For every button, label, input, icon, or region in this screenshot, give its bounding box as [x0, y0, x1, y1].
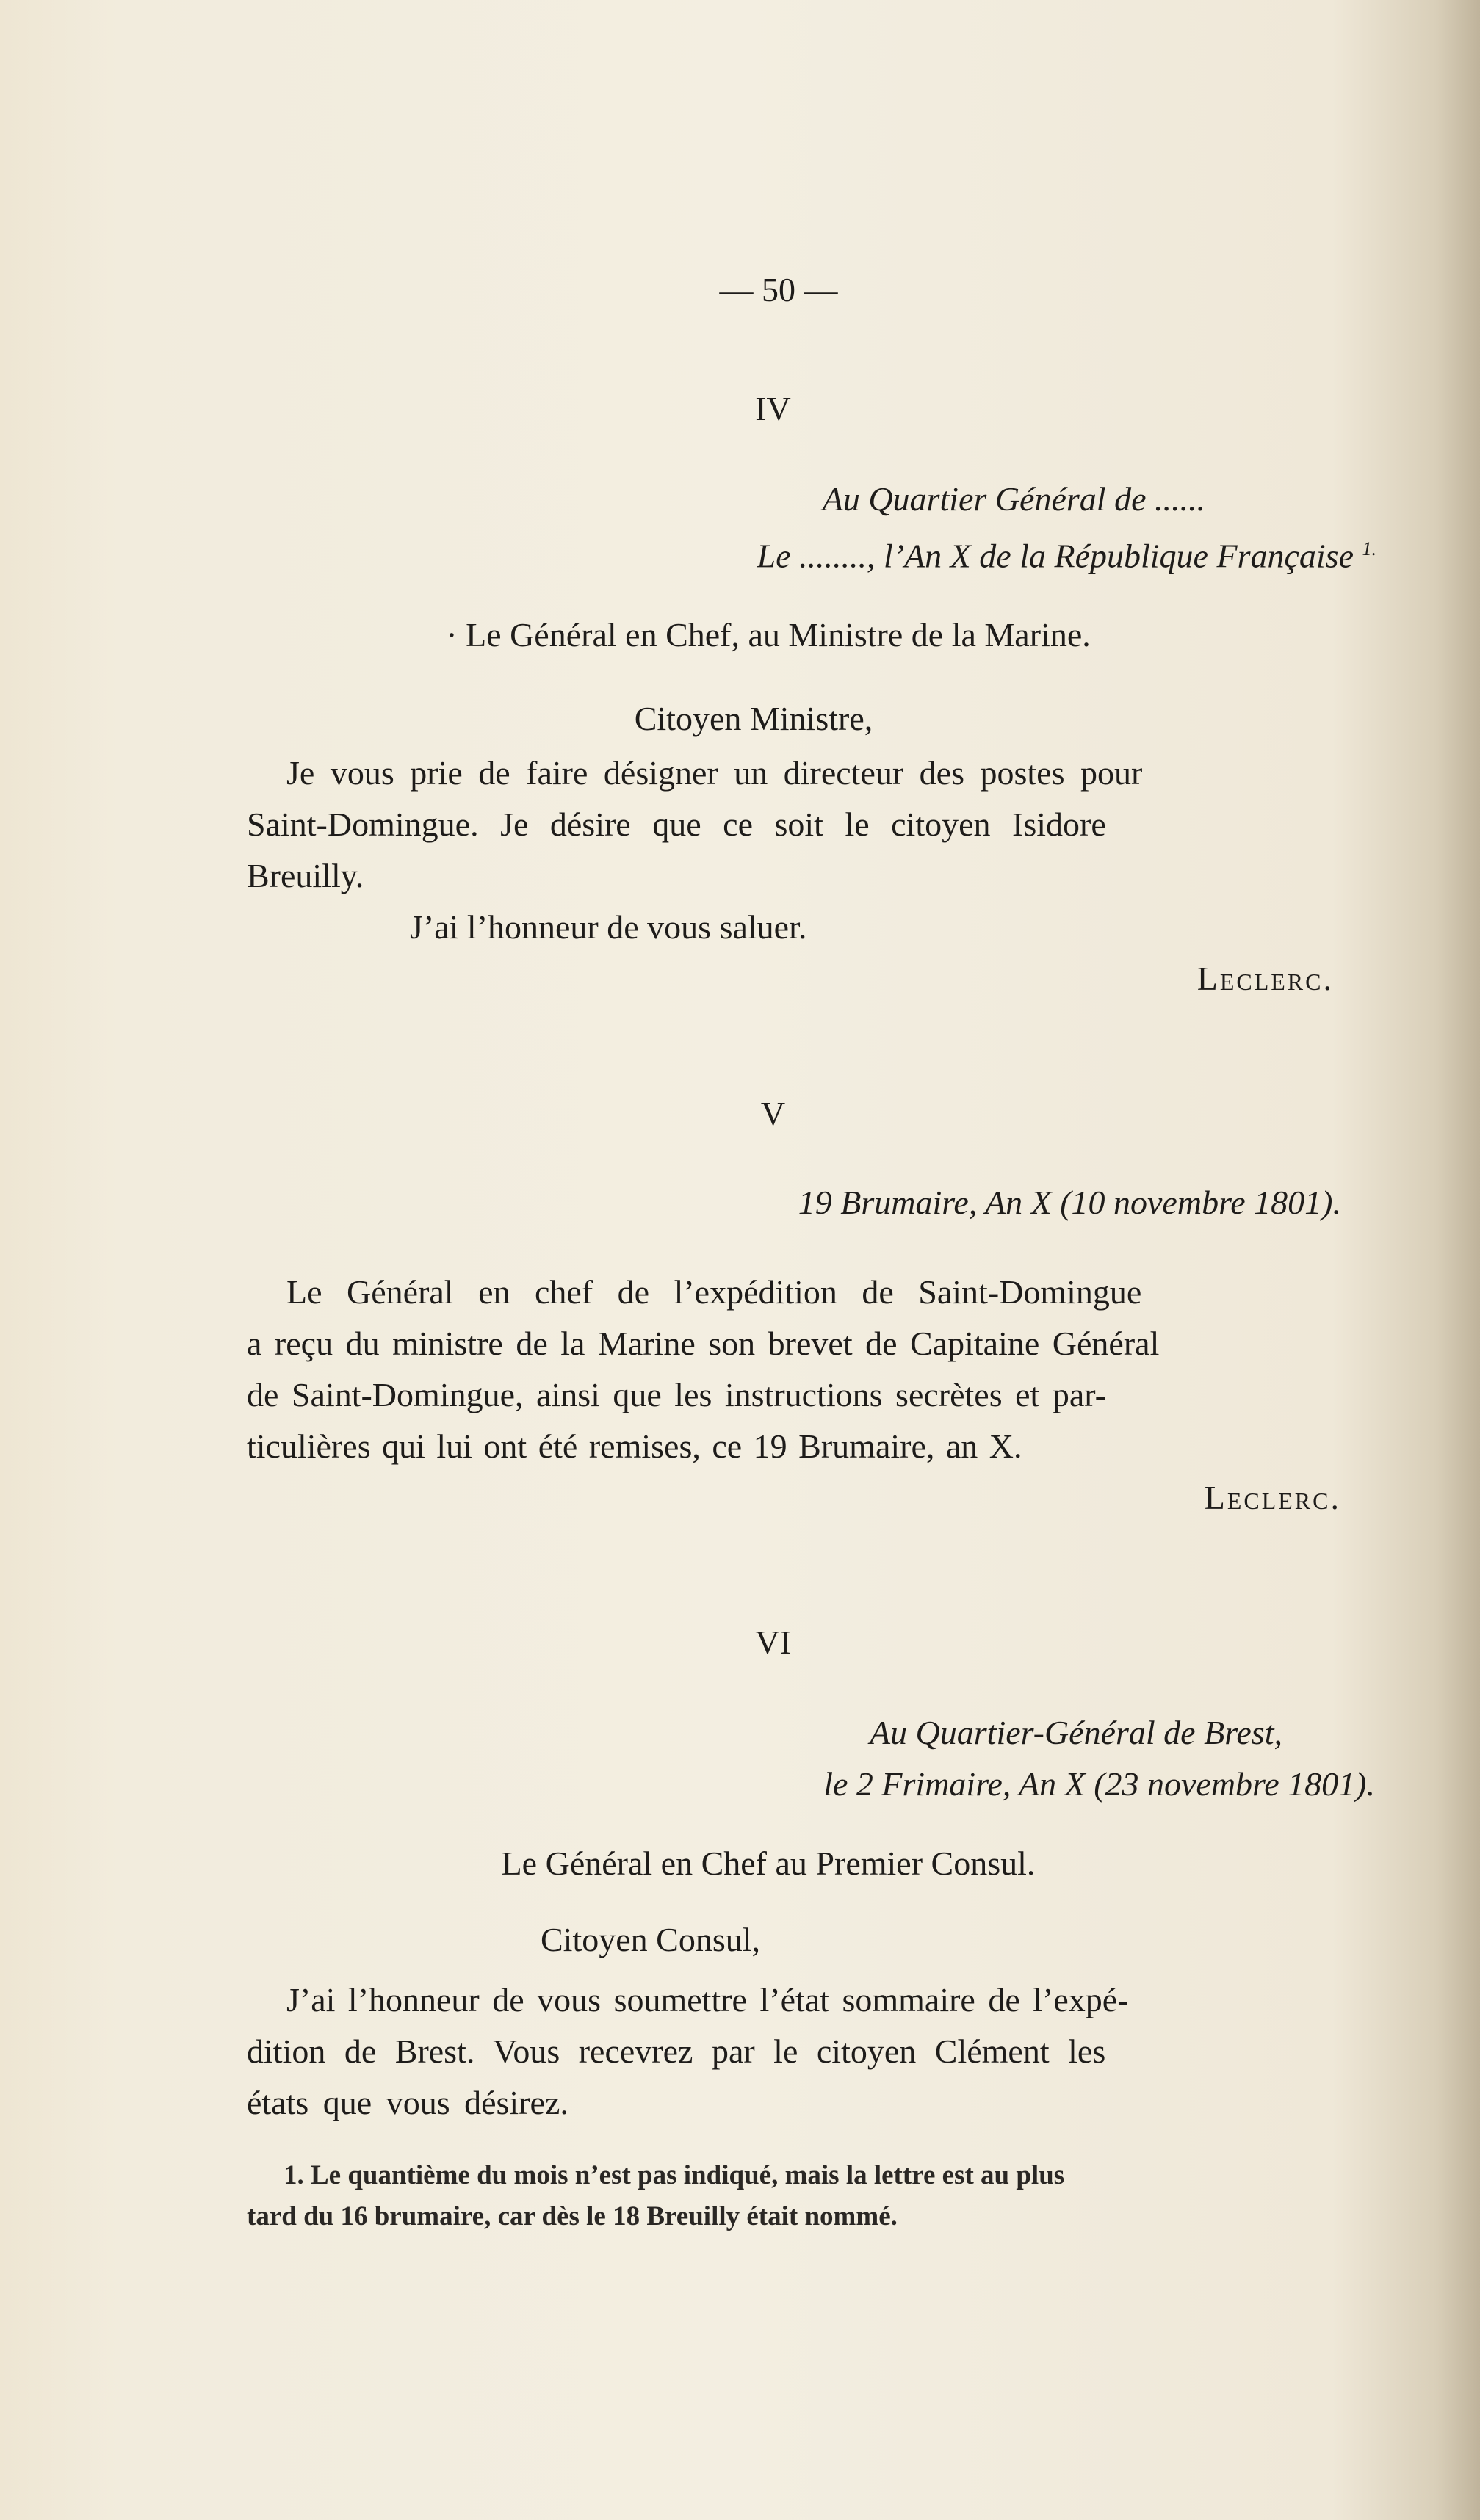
section-iv-closing: J’ai l’honneur de vous saluer.: [410, 908, 807, 946]
section-v-body-line: de Saint-Domingue, ainsi que les instructions secrètes et par-: [247, 1376, 1106, 1413]
section-iv-body-line: Saint-Domingue. Je désire que ce soit le citoyen Isidore: [247, 805, 1106, 844]
page-number: — 50 —: [719, 271, 838, 308]
section-vi-salutation: Citoyen Consul,: [541, 1921, 761, 1958]
section-iv-addressee: · Le Général en Chef, au Ministre de la Marine.: [446, 616, 1091, 654]
section-iv-body: [247, 747, 1378, 902]
section-vi-header-line1: Au Quartier-Général de Brest,: [869, 1714, 1282, 1751]
section-v-signature: Leclerc.: [1204, 1479, 1341, 1516]
section-iv-header-line2: [247, 524, 1378, 582]
footnote-line: tard du 16 brumaire, car dès le 18 Breuilly était nommé.: [247, 2201, 898, 2231]
section-vi-body: [247, 1974, 1378, 2129]
section-iv-body-line: Je vous prie de faire désigner un directeur des postes pour: [286, 754, 1143, 792]
section-v: [247, 1177, 1378, 1524]
section-v-date: 19 Brumaire, An X (10 novembre 1801).: [798, 1184, 1341, 1221]
footnote: [247, 2155, 1393, 2237]
section-iv-header-line1: Au Quartier Général de ......: [822, 480, 1205, 518]
section-iv: [247, 474, 1378, 1004]
section-v-body: [247, 1267, 1378, 1472]
section-v-numeral: V: [760, 1095, 786, 1132]
section-iv-salutation: Citoyen Ministre,: [634, 700, 873, 738]
section-iv-body-line: Breuilly.: [247, 857, 364, 895]
section-vi-body-line: dition de Brest. Vous recevrez par le citoyen Clément les: [247, 2032, 1106, 2070]
section-vi-body-line: J’ai l’honneur de vous soumettre l’état sommaire de l’expé-: [286, 1981, 1129, 2018]
section-vi-header-line2: le 2 Frimaire, An X (23 novembre 1801).: [823, 1765, 1375, 1803]
section-iv-header-line2-text: Le ........, l’An X de la République Française: [757, 537, 1354, 575]
section-iv-signature: Leclerc.: [1196, 960, 1334, 998]
section-vi-body-line: états que vous désirez.: [247, 2084, 568, 2121]
section-vi-numeral: VI: [755, 1623, 791, 1661]
section-v-body-line: Le Général en chef de l’expédition de Saint-Domingue: [286, 1273, 1142, 1311]
section-vi-addressee: Le Général en Chef au Premier Consul.: [501, 1844, 1036, 1882]
section-v-body-line: a reçu du ministre de la Marine son brevet de Capitaine Général: [247, 1325, 1160, 1362]
section-vi: [247, 1707, 1378, 2129]
footnote-marker: 1.: [1362, 538, 1376, 560]
section-v-body-line: ticulières qui lui ont été remises, ce 19 Brumaire, an X.: [247, 1427, 1022, 1465]
footnote-line: 1. Le quantième du mois n’est pas indiqué, mais la lettre est au plus: [284, 2160, 1065, 2190]
section-iv-numeral: IV: [755, 390, 791, 427]
